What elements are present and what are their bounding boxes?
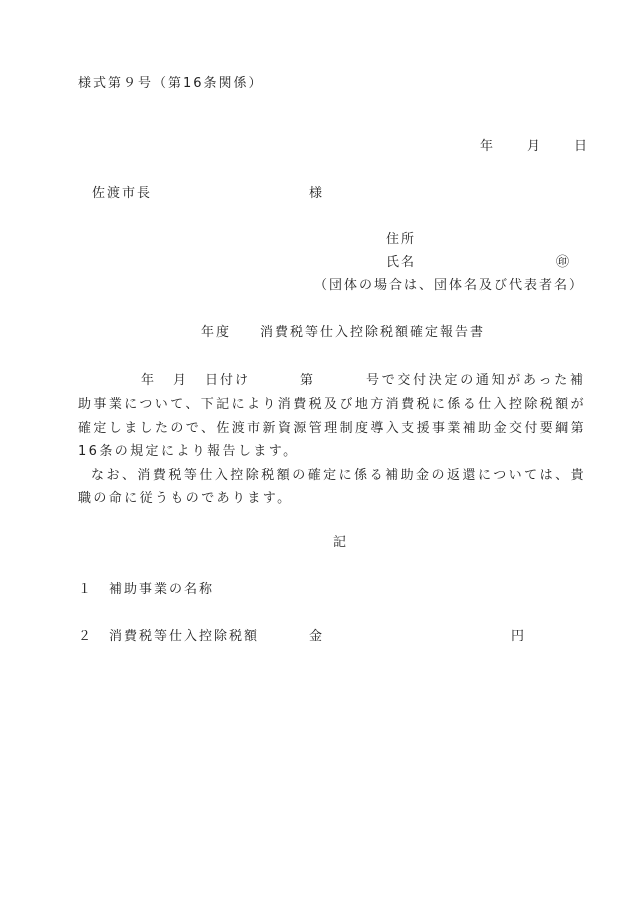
paragraph2: なお、消費税等仕入控除税額の確定に係る補助金の返還については、貴職の命に従うものであります。	[78, 467, 586, 507]
body-month-label: 月	[173, 373, 187, 388]
report-title: 消費税等仕入控除税額確定報告書	[260, 325, 486, 340]
paragraph1-rest: 助事業について、下記により消費税及び地方消費税に係る仕入控除税額が確定しましたので、佐渡市新資源管理制度導入支援事業補助金交付要綱第16条の規定により報告します。	[78, 397, 586, 460]
seal-mark: ㊞	[556, 255, 570, 270]
address-label: 住所	[386, 232, 417, 247]
body-date-suffix: 日付け	[205, 373, 251, 388]
body-number-prefix: 第	[300, 373, 314, 388]
title-year-label: 年度	[201, 325, 232, 340]
item2-label: 消費税等仕入控除税額	[109, 629, 260, 644]
ki-heading: 記	[333, 535, 347, 550]
item2-currency-prefix: 金	[309, 629, 323, 644]
body-paragraphs	[78, 393, 586, 511]
addressee-honorific: 様	[309, 186, 323, 201]
addressee-name: 佐渡市長	[92, 186, 153, 201]
date-day-label: 日	[574, 139, 588, 154]
name-label: 氏名	[386, 255, 417, 270]
item1-label: 補助事業の名称	[109, 582, 215, 597]
body-year-label: 年	[141, 373, 155, 388]
date-month-label: 月	[527, 139, 541, 154]
item1-number: １	[78, 582, 92, 597]
applicant-note: （団体の場合は、団体名及び代表者名）	[314, 278, 585, 293]
form-number: 様式第９号（第16条関係）	[78, 76, 264, 91]
item2-number: ２	[78, 629, 92, 644]
paragraph1-head: 号で交付決定の通知があった補	[366, 373, 586, 388]
item2-currency-suffix: 円	[511, 629, 525, 644]
date-year-label: 年	[480, 139, 494, 154]
